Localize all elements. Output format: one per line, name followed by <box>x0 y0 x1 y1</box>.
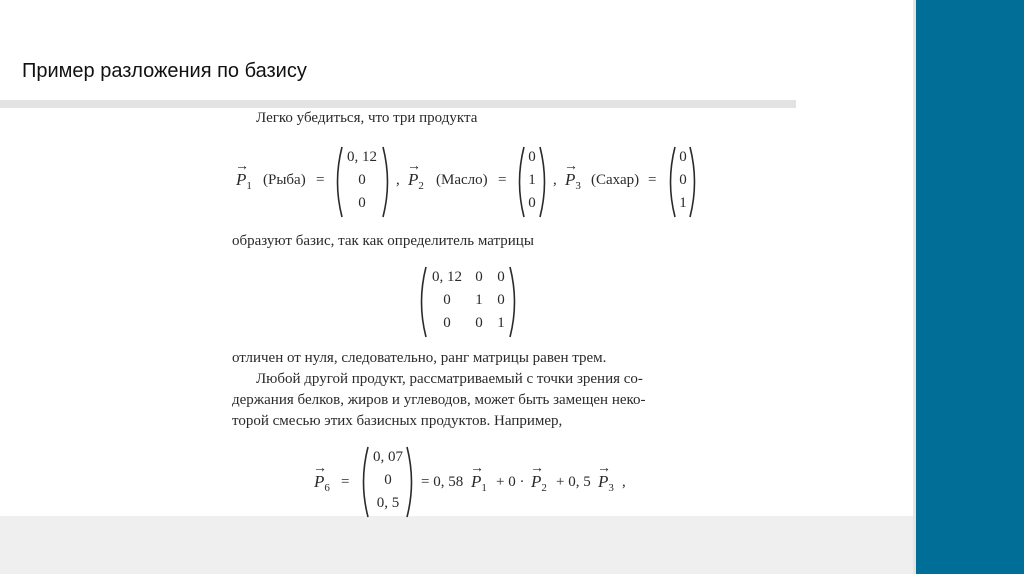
p1-value-1: 0, 12 <box>347 149 377 165</box>
matrix-right-paren <box>508 266 520 338</box>
rhs-coefficient-2: + 0 · <box>496 474 525 490</box>
matrix-cell: 0 <box>475 269 483 285</box>
matrix-cell: 0, 12 <box>432 269 462 285</box>
vector-p2-name: (Масло) <box>436 172 488 188</box>
p6-value-2: 0 <box>384 472 392 488</box>
separator-comma: , <box>553 172 557 188</box>
p2-value-3: 0 <box>528 195 536 211</box>
p1-value-2: 0 <box>358 172 366 188</box>
slide-title: Пример разложения по базису <box>22 60 307 82</box>
vector-arrow-icon: → <box>597 461 611 476</box>
p3-value-1: 0 <box>679 149 687 165</box>
vector-p1-name: (Рыба) <box>263 172 306 188</box>
title-divider <box>0 100 796 108</box>
p2-value-1: 0 <box>528 149 536 165</box>
vector-p1-symbol: → $P_1$ <box>235 159 252 192</box>
right-paren <box>688 146 700 218</box>
vector-arrow-icon: → <box>407 159 421 174</box>
matrix-cell: 0 <box>497 292 505 308</box>
paragraph-line-3: торой смесью этих базисных продуктов. Например, <box>232 413 563 429</box>
rhs-vector-p3: → $P_3$ <box>597 461 614 494</box>
matrix-cell: 1 <box>497 315 505 331</box>
vector-arrow-icon: → <box>313 461 327 476</box>
vector-arrow-icon: → <box>235 159 249 174</box>
rhs-coefficient-3: + 0, 5 <box>556 474 591 490</box>
vector-p3-equals: = <box>648 172 657 188</box>
basis-text: образуют базис, так как определитель матрицы <box>232 233 534 249</box>
paragraph-line-2: держания белков, жиров и углеводов, может быть замещен неко- <box>232 392 646 408</box>
p2-value-2: 1 <box>528 172 536 188</box>
rank-text: отличен от нуля, следовательно, ранг матрицы равен трем. <box>232 350 607 366</box>
matrix-cell: 0 <box>475 315 483 331</box>
vector-p2-symbol: → $P_2$ <box>407 159 424 192</box>
vector-p6-symbol: → $P_6$ <box>313 461 330 494</box>
p3-value-3: 1 <box>679 195 687 211</box>
vector-p6-equals: = <box>341 474 350 490</box>
vector-p2-equals: = <box>498 172 507 188</box>
rhs-vector-p1: → $P_1$ <box>470 461 487 494</box>
rhs-coefficient-1: = 0, 58 <box>421 474 464 490</box>
p3-value-2: 0 <box>679 172 687 188</box>
matrix-cell: 0 <box>497 269 505 285</box>
right-paren <box>381 146 393 218</box>
vector-p1-equals: = <box>316 172 325 188</box>
footer-band <box>0 516 913 574</box>
matrix-cell: 0 <box>443 315 451 331</box>
p6-value-3: 0, 5 <box>376 495 400 511</box>
p1-value-3: 0 <box>358 195 366 211</box>
matrix-cell: 1 <box>475 292 483 308</box>
vector-p3-name: (Сахар) <box>591 172 640 188</box>
right-paren <box>538 146 550 218</box>
rhs-vector-p2: → $P_2$ <box>530 461 547 494</box>
intro-text: Легко убедиться, что три продукта <box>256 110 478 126</box>
vector-p3-symbol: → $P_3$ <box>564 159 581 192</box>
right-paren <box>405 446 417 518</box>
accent-sidebar <box>916 0 1024 574</box>
paragraph-line-1: Любой другой продукт, рассматриваемый с точки зрения со- <box>256 371 643 387</box>
matrix-cell: 0 <box>443 292 451 308</box>
p6-value-1: 0, 07 <box>373 449 403 465</box>
vector-arrow-icon: → <box>530 461 544 476</box>
vector-arrow-icon: → <box>564 159 578 174</box>
rhs-end-comma: , <box>622 474 626 490</box>
separator-comma: , <box>396 172 400 188</box>
vector-arrow-icon: → <box>470 461 484 476</box>
